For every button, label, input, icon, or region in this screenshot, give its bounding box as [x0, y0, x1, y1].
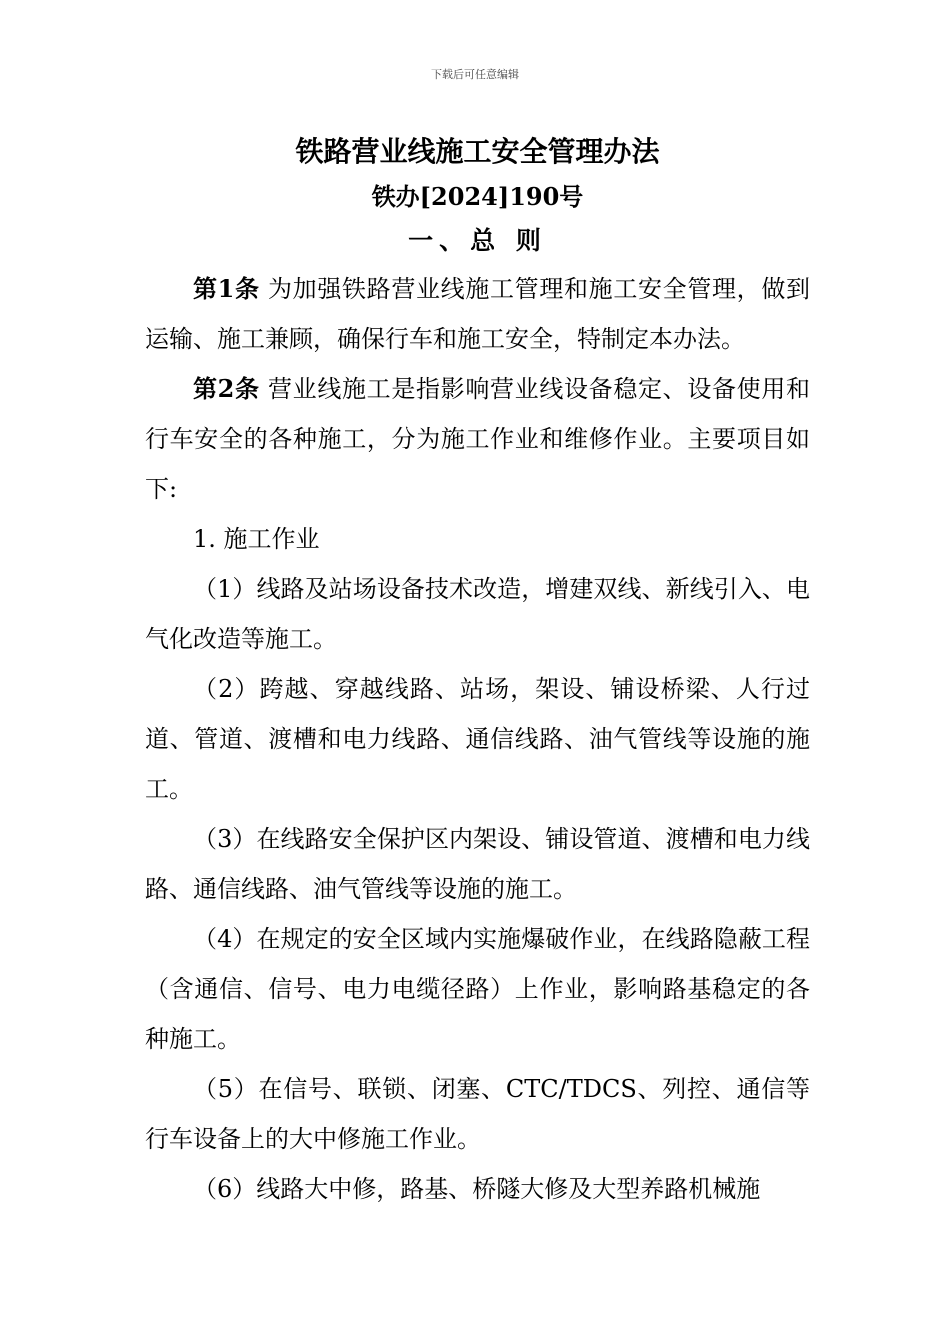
list-item: （5）在信号、联锁、闭塞、CTC/TDCS、列控、通信等行车设备上的大中修施工作业。 — [145, 1075, 810, 1153]
list-item: （3）在线路安全保护区内架设、铺设管道、渡槽和电力线路、通信线路、油气管线等设施的施工。 — [145, 825, 810, 903]
list-item: （4）在规定的安全区域内实施爆破作业，在线路隐蔽工程（含通信、信号、电力电缆径路）上作业，影响路基稳定的各种施工。 — [145, 925, 810, 1053]
list-item: （6）线路大中修，路基、桥隧大修及大型养路机械施 — [193, 1175, 761, 1203]
article-1 — [145, 264, 810, 364]
section-heading: 一、总 则 — [408, 226, 547, 255]
document-title: 铁路营业线施工安全管理办法 — [295, 135, 660, 168]
list-item: （2）跨越、穿越线路、站场，架设、铺设桥梁、人行过道、管道、渡槽和电力线路、通信线路、油气管线等设施的施工。 — [145, 675, 810, 803]
header-note: 下载后可任意编辑 — [431, 68, 519, 81]
subheading-construction-work: 1. 施工作业 — [193, 525, 320, 553]
article-lead: 第1条 — [193, 274, 260, 303]
article-text: 为加强铁路营业线施工管理和施工安全管理，做到运输、施工兼顾，确保行车和施工安全，特制定本办法。 — [145, 275, 810, 353]
article-lead: 第2条 — [193, 374, 260, 403]
document-body — [145, 130, 810, 1214]
article-2 — [145, 364, 810, 514]
document-number: 铁办[2024]190号 — [371, 182, 584, 211]
article-text: 营业线施工是指影响营业线设备稳定、设备使用和行车安全的各种施工，分为施工作业和维修作业。主要项目如下: — [145, 375, 810, 503]
list-item: （1）线路及站场设备技术改造，增建双线、新线引入、电气化改造等施工。 — [145, 575, 810, 653]
